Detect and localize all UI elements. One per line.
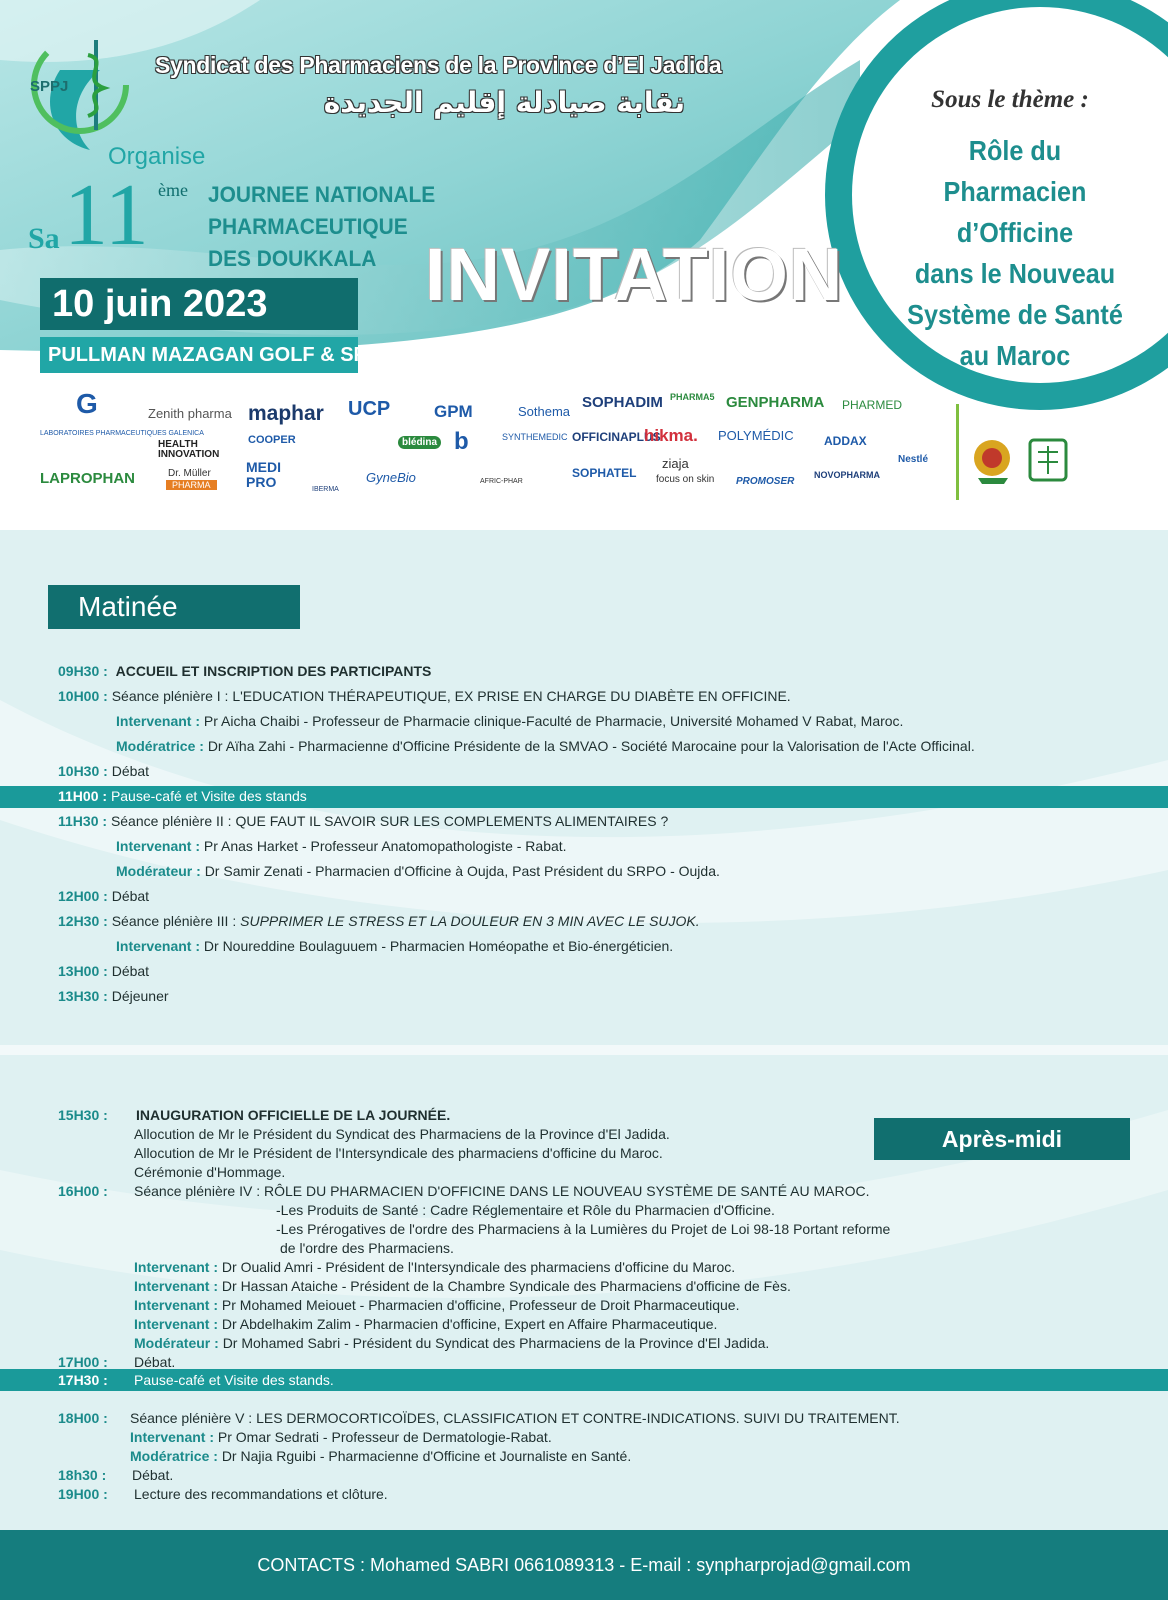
edition-suffix: ème bbox=[158, 180, 188, 200]
schedule-row: Débat. bbox=[134, 1354, 176, 1370]
theme-line: Rôle du Pharmacien bbox=[943, 135, 1087, 207]
sponsor-iberma: IBERMA bbox=[312, 486, 339, 493]
event-date: 10 juin 2023 bbox=[40, 278, 358, 330]
sponsor-ziaja: ziaja bbox=[662, 456, 689, 471]
schedule-row: 17H30 : bbox=[58, 1372, 108, 1388]
schedule-row: Pause-café et Visite des stands. bbox=[134, 1372, 334, 1388]
sponsor-ziaja-sub: focus on skin bbox=[656, 474, 715, 485]
sponsor-bledina: blédina bbox=[398, 436, 441, 449]
sponsor-laprophan: LAPROPHAN bbox=[40, 470, 136, 487]
schedule-row: 11H30 : Séance plénière II : QUE FAUT IL SAVOIR SUR LES COMPLEMENTS ALIMENTAIRES ? bbox=[58, 813, 669, 829]
schedule-row: 10H30 : Débat bbox=[58, 763, 150, 779]
schedule-row: INAUGURATION OFFICIELLE DE LA JOURNÉE. bbox=[136, 1107, 451, 1123]
schedule-row: Allocution de Mr le Président de l'Intersyndicale des pharmaciens d'officine du Maroc. bbox=[134, 1145, 663, 1161]
schedule-row: Modératrice : Dr Najia Rguibi - Pharmacienne d'Officine et Journaliste en Santé. bbox=[130, 1448, 632, 1464]
sponsor-logos: G LABORATOIRES PHARMACEUTIQUES GALENICA Zenith pharma maphar UCP GPM Sothema SOPHADIM PHARMA5 GENPHARMA PHARMED HEALTH INNOVATION COOPER blédina b SYNTHEMEDIC OFFICINAPLUS hikma. POLYMÉDIC ADDAX LAPROPHAN Dr. Müller PHARMA MEDI PRO IBERMA GyneBio AFRIC-PHAR SOPHATEL ziaja focus on skin PROMOSER NOVOPHARMA Nestlé bbox=[40, 388, 929, 493]
sponsor-polymedic: POLYMÉDIC bbox=[718, 428, 794, 443]
schedule-row: 13H30 : Déjeuner bbox=[58, 988, 169, 1004]
schedule-row: Cérémonie d'Hommage. bbox=[134, 1164, 286, 1180]
schedule-row: Allocution de Mr le Président du Syndicat des Pharmaciens de la Province d'El Jadida. bbox=[134, 1126, 670, 1142]
schedule-row: Intervenant : Pr Aicha Chaibi - Professeur de Pharmacie clinique-Faculté de Pharmacie, Université Mohamed V Rabat, Maroc. bbox=[116, 713, 904, 729]
schedule-row: Modérateur : Dr Samir Zenati - Pharmacien d'Officine à Oujda, Past Président du SRPO - Oujda. bbox=[116, 863, 720, 879]
event-venue: PULLMAN MAZAGAN GOLF & SPA bbox=[40, 337, 358, 373]
event-title-line1: JOURNEE NATIONALE bbox=[208, 182, 436, 207]
edition-prefix: Sa bbox=[28, 222, 60, 255]
sponsor-synthemedic: SYNTHEMEDIC bbox=[502, 432, 568, 442]
sponsor-nestle: Nestlé bbox=[898, 454, 929, 465]
schedule-row: 13H00 : Débat bbox=[58, 963, 150, 979]
sponsor-b: b bbox=[454, 428, 469, 455]
schedule-row: 18h30 : bbox=[58, 1467, 107, 1483]
organizer-name-fr: Syndicat des Pharmaciens de la Province d’El Jadida bbox=[155, 52, 722, 78]
sponsor-genpharma: GENPHARMA bbox=[726, 394, 825, 411]
header bbox=[0, 0, 1168, 530]
sponsor-zenith: Zenith pharma bbox=[148, 406, 232, 421]
schedule-row: Intervenant : Pr Anas Harket - Professeur Anatomopathologiste - Rabat. bbox=[116, 838, 567, 854]
crest-icon bbox=[968, 432, 1078, 488]
sponsor-health-innovation: HEALTH INNOVATION bbox=[158, 439, 220, 460]
schedule-row: Lecture des recommandations et clôture. bbox=[134, 1486, 388, 1502]
sponsor-pharmed: PHARMED bbox=[842, 398, 903, 412]
section-title-matinee: Matinée bbox=[48, 585, 300, 629]
theme-title bbox=[897, 130, 1133, 376]
theme-label: Sous le thème : bbox=[931, 86, 1089, 113]
sponsor-africphar: AFRIC-PHAR bbox=[480, 478, 523, 485]
contacts-text: CONTACTS : Mohamed SABRI 0661089313 - E-mail : synpharprojad@gmail.com bbox=[257, 1555, 911, 1575]
schedule-row: Intervenant : Dr Hassan Ataiche - Président de la Chambre Syndicale des Pharmaciens d'officine de Fès. bbox=[134, 1278, 791, 1294]
sponsor-novopharma: NOVOPHARMA bbox=[814, 470, 881, 480]
sponsor-promoser: PROMOSER bbox=[736, 476, 795, 487]
schedule-row: Intervenant : Dr Abdelhakim Zalim - Pharmacien d'officine, Expert en Affaire Pharmaceutique. bbox=[134, 1316, 718, 1332]
sponsor-divider bbox=[956, 404, 959, 500]
organizer-name-ar: نقابة صيادلة إقليم الجديدة bbox=[323, 86, 685, 119]
theme-line: Système de Santé bbox=[907, 299, 1123, 330]
schedule-row: 12H00 : Débat bbox=[58, 888, 150, 904]
theme-line: dans le Nouveau bbox=[914, 258, 1116, 289]
theme-line: d’Officine bbox=[956, 217, 1074, 248]
schedule-row: 15H30 : bbox=[58, 1107, 108, 1123]
sponsor-hikma: hikma. bbox=[644, 426, 698, 445]
schedule-row: Modératrice : Dr Aïha Zahi - Pharmacienne d'Officine Présidente de la SMVAO - Société Marocaine pour la Valorisation de l'Acte Officinal. bbox=[116, 738, 975, 754]
schedule-row: Intervenant : Pr Mohamed Meiouet - Pharmacien d'officine, Professeur de Droit Pharmaceutique. bbox=[134, 1297, 740, 1313]
sponsor-gynebio: GyneBio bbox=[366, 470, 416, 485]
schedule-row: Séance plénière IV : RÔLE DU PHARMACIEN D'OFFICINE DANS LE NOUVEAU SYSTÈME DE SANTÉ AU MAROC. bbox=[134, 1183, 870, 1199]
theme-line: au Maroc bbox=[959, 340, 1071, 371]
schedule-row: Intervenant : Dr Noureddine Boulaguuem - Pharmacien Homéopathe et Bio-énergéticien. bbox=[116, 938, 674, 954]
schedule-row: -Les Produits de Santé : Cadre Réglementaire et Rôle du Pharmacien d'Officine. bbox=[276, 1202, 775, 1218]
edition-number: 11 bbox=[64, 167, 149, 264]
sponsor-pharma5: PHARMA5 bbox=[670, 392, 715, 402]
sponsor-medipro: MEDI PRO bbox=[246, 459, 281, 490]
schedule-row: 12H30 : Séance plénière III : SUPPRIMER LE STRESS ET LA DOULEUR EN 3 MIN AVEC LE SUJOK. bbox=[58, 913, 700, 929]
section-title-apres-midi: Après-midi bbox=[874, 1118, 1130, 1160]
sponsor-cooper: COOPER bbox=[248, 434, 296, 446]
schedule-row: Modérateur : Dr Mohamed Sabri - Président du Syndicat des Pharmaciens de la Province d'El Jadida. bbox=[134, 1335, 770, 1351]
schedule-row: -Les Prérogatives de l'ordre des Pharmaciens à la Lumières du Projet de Loi 98-18 Portant reforme bbox=[276, 1221, 891, 1237]
schedule-row: de l'ordre des Pharmaciens. bbox=[280, 1240, 454, 1256]
invitation-title: INVITATION bbox=[425, 233, 844, 316]
schedule-row: 17H00 : bbox=[58, 1354, 108, 1370]
organise-label: Organise bbox=[108, 143, 206, 170]
schedule-row: Intervenant : Dr Oualid Amri - Président de l'Intersyndicale des pharmaciens d'officine du Maroc. bbox=[134, 1259, 736, 1275]
sponsor-sophatel: SOPHATEL bbox=[572, 466, 637, 480]
event-title-line2: PHARMACEUTIQUE bbox=[208, 214, 408, 239]
sponsor-muller-sub: PHARMA bbox=[166, 480, 217, 490]
schedule-row: 10H00 : Séance plénière I : L'EDUCATION THÉRAPEUTIQUE, EX PRISE EN CHARGE DU DIABÈTE EN OFFICINE. bbox=[58, 688, 791, 704]
schedule-row: Débat. bbox=[132, 1467, 174, 1483]
sponsor-gpm: GPM bbox=[434, 402, 473, 421]
schedule-row: 18H00 : bbox=[58, 1410, 108, 1426]
sponsor-muller: Dr. Müller bbox=[168, 468, 211, 479]
schedule-row: Séance plénière V : LES DERMOCORTICOÏDES, CLASSIFICATION ET CONTRE-INDICATIONS. SUIVI DU TRAITEMENT. bbox=[130, 1410, 900, 1426]
footer bbox=[0, 1530, 1168, 1600]
schedule-row: 09H30 : ACCUEIL ET INSCRIPTION DES PARTICIPANTS bbox=[58, 663, 432, 679]
schedule-row: Intervenant : Pr Omar Sedrati - Professeur de Dermatologie-Rabat. bbox=[130, 1429, 552, 1445]
schedule-row: 19H00 : bbox=[58, 1486, 108, 1502]
sponsor-maphar: maphar bbox=[248, 402, 324, 425]
sppj-logo-text: SPPJ bbox=[30, 78, 69, 95]
sponsor-sothema: Sothema bbox=[518, 404, 571, 419]
schedule-row: 16H00 : bbox=[58, 1183, 108, 1199]
sponsor-sophadim: SOPHADIM bbox=[582, 394, 663, 411]
sponsor-officinaplus: OFFICINAPLUS bbox=[572, 430, 661, 444]
event-title-line3: DES DOUKKALA bbox=[208, 246, 377, 271]
sponsor-addax: ADDAX bbox=[824, 434, 867, 448]
schedule-row: 11H00 : Pause-café et Visite des stands bbox=[58, 788, 307, 804]
sponsor-ucp: UCP bbox=[348, 398, 391, 420]
sponsor-galenica: LABORATOIRES PHARMACEUTIQUES GALENICA bbox=[40, 430, 204, 437]
